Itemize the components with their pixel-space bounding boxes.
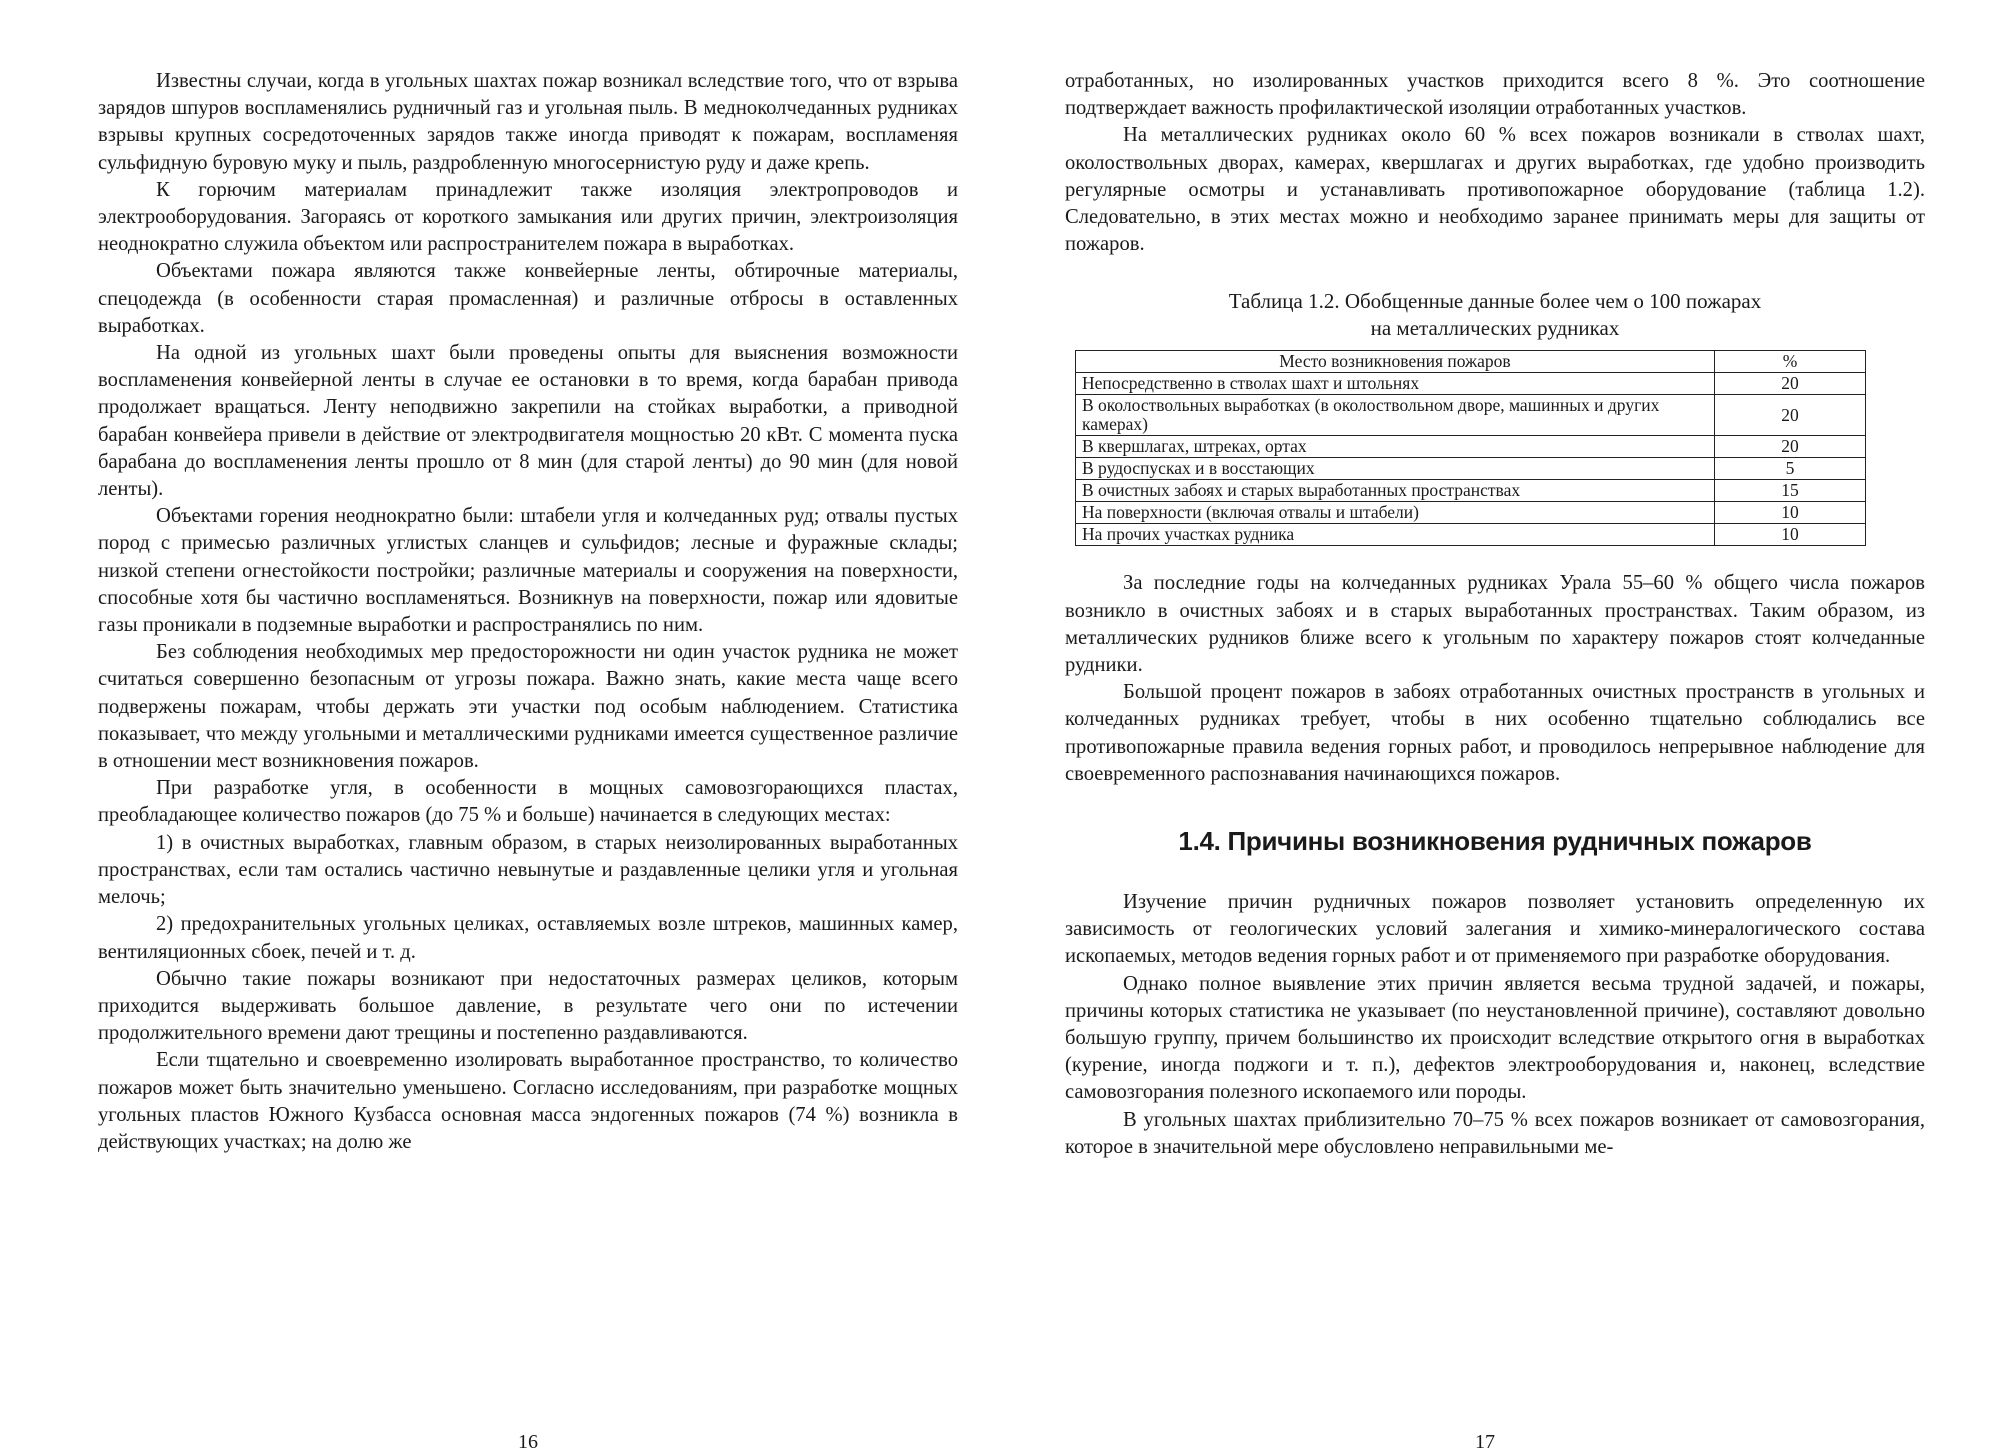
cell-place: В квершлагах, штреках, ортах [1076,436,1715,458]
table-row [1076,436,1866,458]
cell-place: В очистных забоях и старых выработанных пространствах [1076,480,1715,502]
left-page [98,68,958,1453]
paragraph: При разработке угля, в особенности в мощных самовозгорающихся пластах, преобладающее количество пожаров (до 75 % и больше) начинается в следующих местах: [98,777,958,827]
paragraph: На металлических рудниках около 60 % всех пожаров возникали в стволах шахт, околоствольных дворах, камерах, квершлагах и других выработках, где удобно производить регулярные осмотры и устанавливать противопожарное оборудование (таблица 1.2). Следовательно, в этих местах можно и необходимо заранее принимать меры для защиты от пожаров. [1065,124,1925,256]
post-table-text [1065,570,1925,788]
cell-place: На поверхности (включая отвалы и штабели) [1076,502,1715,524]
table-caption-line: Таблица 1.2. Обобщенные данные более чем о 100 пожарах [1228,289,1762,314]
paragraph: На одной из угольных шахт были проведены опыты для выяснения возможности воспламенения конвейерной ленты в случае ее остановки в то время, когда барабан привода продолжает вращаться. Ленту неподвижно закрепили на стойках выработки, а приводной барабан конвейера привели в действие от электродвигателя мощностью 20 кВт. С момента пуска барабана до воспламенения ленты прошло от 8 мин (для старой ленты) до 90 мин (для новой ленты). [98,342,958,501]
table-row [1076,502,1866,524]
cell-place: На прочих участках рудника [1076,524,1715,546]
paragraph: Большой процент пожаров в забоях отработанных очистных пространств в угольных и колчеданных рудниках требует, чтобы в них особенно тщательно соблюдались все противопожарные правила ведения горных работ, и проводилось непрерывное наблюдение для своевременного распознавания начинающихся пожаров. [1065,681,1925,785]
list-item: 2) предохранительных угольных целиках, оставляемых возле штреков, машинных камер, вентиляционных сбоек, печей и т. д. [98,913,958,963]
paragraph: Если тщательно и своевременно изолировать выработанное пространство, то количество пожаров может быть значительно уменьшено. Согласно исследованиям, при разработке мощных угольных пластов Южного Кузбасса основная масса эндогенных пожаров (74 %) возникла в действующих участках; на долю же [98,1049,958,1153]
table-row [1076,524,1866,546]
paragraph: Без соблюдения необходимых мер предосторожности ни один участок рудника не может считаться совершенно безопасным от угрозы пожара. Важно знать, какие места чаще всего подвержены пожарам, чтобы держать эти участки под особым наблюдением. Статистика показывает, что между угольными и металлическими рудниками имеется существенное различие в отношении мест возникновения пожаров. [98,641,958,773]
list-item: 1) в очистных выработках, главным образом, в старых неизолированных выработанных пространствах, если там остались частично невынутые и раздавленные целики угля и угольная мелочь; [98,831,958,909]
cell-place: Непосредственно в стволах шахт и штольнях [1076,373,1715,395]
header-percent: % [1715,351,1866,373]
cell-place: В рудоспусках и в восстающих [1076,458,1715,480]
table-row [1076,373,1866,395]
cell-percent: 20 [1715,436,1866,458]
right-page [1065,68,1925,1453]
page-number: 16 [518,1431,538,1453]
paragraph: Объектами горения неоднократно были: штабели угля и колчеданных руд; отвалы пустых пород с примесью различных углистых сланцев и сульфидов; лесные и фуражные склады; низкой степени огнестойкости постройки; различные материалы и сооружения на поверхности, способные хотя бы частично воспламеняться. Возникнув на поверхности, пожар или ядовитые газы проникали в подземные выработки и распространялись по ним. [98,505,958,637]
table-row [1076,480,1866,502]
paragraph: Однако полное выявление этих причин является весьма трудной задачей, и пожары, причины которых статистика не указывает (по неустановленной причине), составляют довольно большую группу, причем большинство их происходит вследствие открытого огня в выработках (курение, иногда поджоги и т. п.), дефектов электрооборудования и, наконец, вследствие самовозгорания полезного ископаемого или породы. [1065,972,1925,1104]
table-row [1076,395,1866,436]
paragraph: отработанных, но изолированных участков приходится всего 8 %. Это соотношение подтверждает важность профилактической изоляции отработанных участков. [1065,70,1925,120]
table-row [1076,458,1866,480]
cell-percent: 5 [1715,458,1866,480]
paragraph: За последние годы на колчеданных рудниках Урала 55–60 % общего числа пожаров возникло в очистных забоях и в старых выработанных пространствах. Таким образом, из металлических рудников ближе всего к угольным по характеру пожаров стоят колчеданные рудники. [1065,572,1925,677]
paragraph: Изучение причин рудничных пожаров позволяет установить определенную их зависимость от геологических условий залегания и химико-минералогического состава ископаемых, методов ведения горных работ и от применяемого при разработке оборудования. [1065,891,1925,968]
paragraph: Объектами пожара являются также конвейерные ленты, обтирочные материалы, спецодежда (в особенности старая промасленная) и различные отбросы в оставленных выработках. [98,260,958,337]
cell-place: В околоствольных выработках (в околоствольном дворе, машинных и других камерах) [1076,395,1715,436]
cell-percent: 10 [1715,502,1866,524]
cell-percent: 15 [1715,480,1866,502]
paragraph: Обычно такие пожары возникают при недостаточных размерах целиков, которым приходится выдерживать большое давление, в результате чего они по истечении продолжительного времени дают трещины и постепенно раздавливаются. [98,967,958,1045]
page-number: 17 [1475,1431,1495,1453]
paragraph: Известны случаи, когда в угольных шахтах пожар возникал вследствие того, что от взрыва зарядов шпуров воспламенялись рудничный газ и угольная пыль. В медноколчеданных рудниках взрывы крупных сосредоточенных зарядов также иногда приводят к пожарам, воспламеняя сульфидную буровую муку и пыль, раздробленную многосернистую руду и даже крепь. [98,70,958,174]
cell-percent: 20 [1715,395,1866,436]
section-heading: 1.4. Причины возникновения рудничных пожаров [1178,826,1812,857]
cell-percent: 10 [1715,524,1866,546]
table-caption [1065,288,1925,342]
fires-table [1075,350,1866,546]
paragraph: К горючим материалам принадлежит также изоляция электропроводов и электрооборудования. Загораясь от короткого замыкания или других причин, электроизоляция неоднократно служила объектом или распространителем пожара в выработках. [98,178,958,256]
cell-percent: 20 [1715,373,1866,395]
table-caption-line: на металлических рудниках [1370,316,1620,341]
table-header-row [1076,351,1866,373]
header-place: Место возникновения пожаров [1076,351,1715,373]
paragraph: В угольных шахтах приблизительно 70–75 % всех пожаров возникает от самовозгорания, которое в значительной мере обусловлено неправильными ме- [1065,1108,1925,1158]
